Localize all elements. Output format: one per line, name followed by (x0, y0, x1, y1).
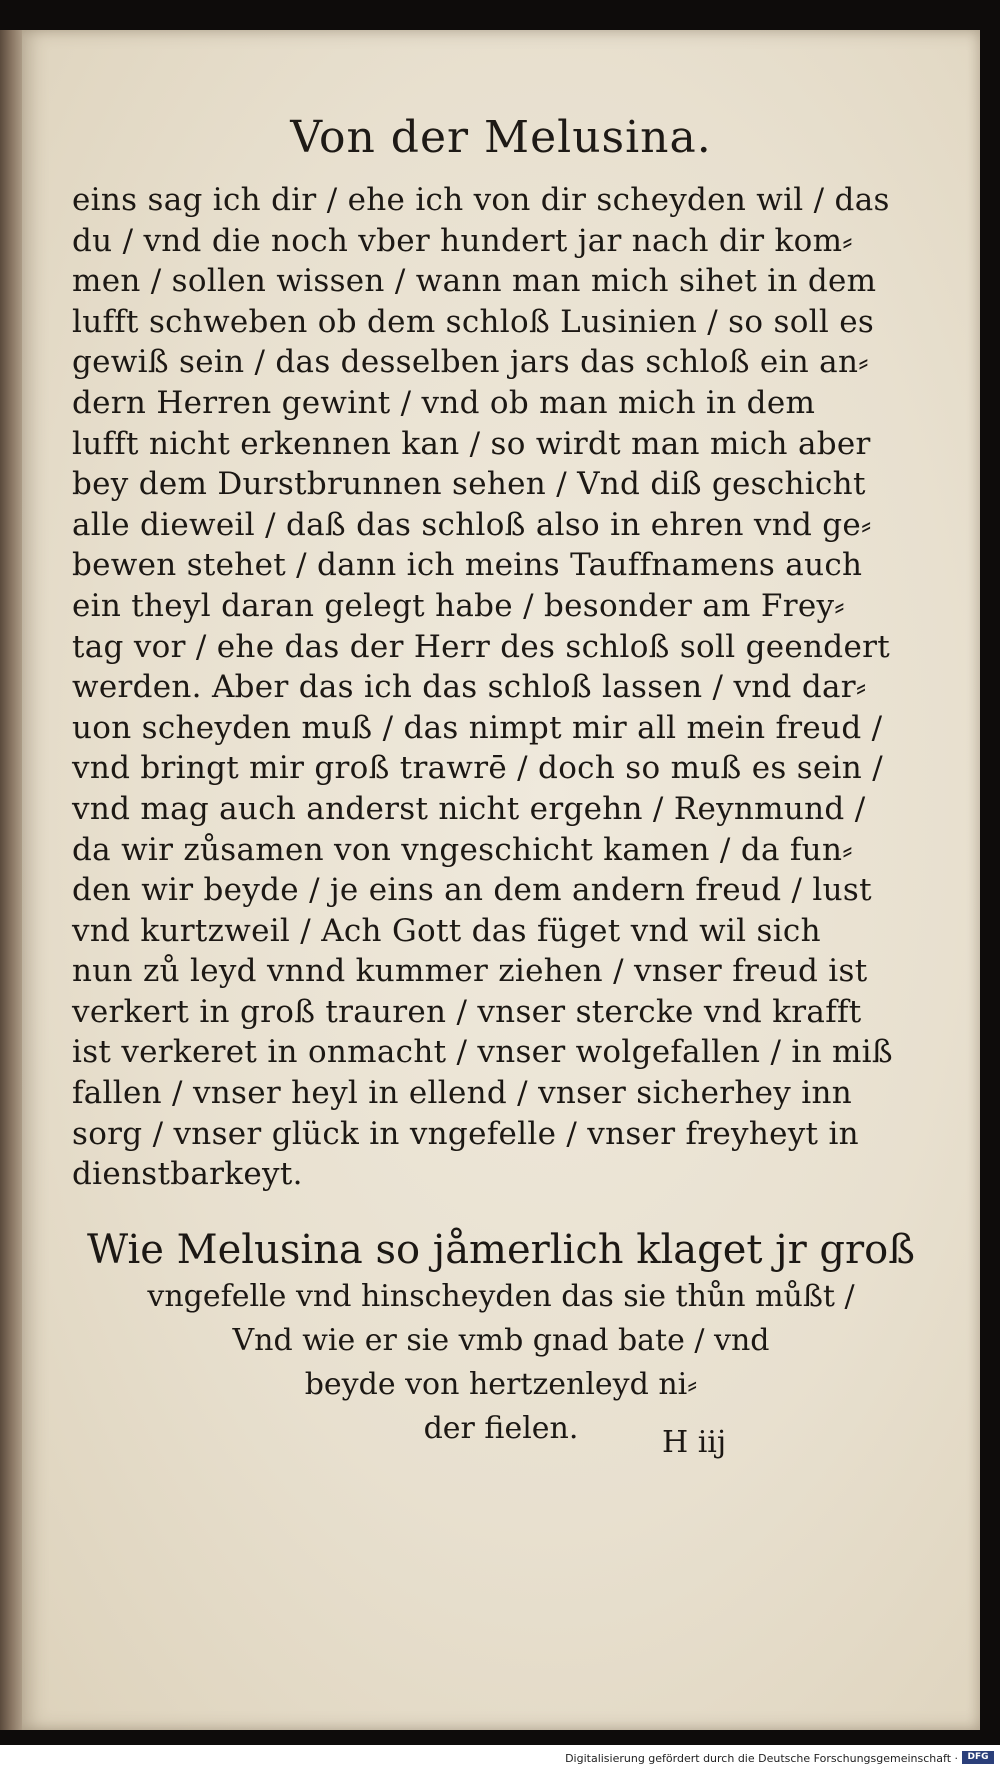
text-line: lufft nicht erkennen kan / so wirdt man mich aber (72, 425, 871, 462)
text-line: sorg / vnser glück in vngefelle / vnser freyheyt in (72, 1115, 859, 1152)
chapter-heading-line: beyde von hertzenleyd ni⸗ (304, 1367, 698, 1402)
text-line: fallen / vnser heyl in ellend / vnser sicherhey inn (72, 1075, 853, 1112)
text-line: men / sollen wissen / wann man mich sihet in dem (72, 263, 877, 300)
text-line: vnd mag auch anderst nicht ergehn / Reynmund / (72, 790, 866, 827)
signature-mark: H iij (662, 1425, 727, 1460)
digitization-credit: Digitalisierung gefördert durch die Deutsche Forschungsgemeinschaft · (565, 1752, 958, 1765)
dfg-logo: DFG (962, 1751, 994, 1764)
text-line: vnd bringt mir groß trawrē / doch so muß es sein / (72, 750, 883, 787)
body-text (72, 180, 902, 1195)
book-page (22, 30, 980, 1730)
text-line: dienstbarkeyt. (72, 1156, 303, 1193)
text-line: tag vor / ehe das der Herr des schloß soll geendert (72, 628, 890, 665)
chapter-heading (22, 1225, 980, 1451)
running-head: Von der Melusina. (290, 112, 712, 163)
text-line: lufft schweben ob dem schloß Lusinien / so soll es (72, 303, 875, 340)
text-line: alle dieweil / daß das schloß also in ehren vnd ge⸗ (72, 506, 872, 543)
text-line: nun zů leyd vnnd kummer ziehen / vnser freud ist (72, 953, 868, 990)
text-line: bewen stehet / dann ich meins Tauffnamens auch (72, 547, 863, 584)
text-line: gewiß sein / das desselben jars das schloß ein an⸗ (72, 344, 869, 381)
text-line: werden. Aber das ich das schloß lassen / vnd dar⸗ (72, 669, 867, 706)
text-line: bey dem Durstbrunnen sehen / Vnd diß geschicht (72, 466, 866, 503)
text-line: verkert in groß trauren / vnser stercke vnd krafft (72, 993, 862, 1030)
chapter-heading-line: der fielen. (423, 1411, 579, 1446)
text-line: eins sag ich dir / ehe ich von dir scheyden wil / das (72, 182, 890, 218)
chapter-heading-line: Vnd wie er sie vmb gnad bate / vnd (232, 1323, 770, 1358)
text-line: uon scheyden muß / das nimpt mir all mein freud / (72, 709, 883, 746)
text-line: den wir beyde / je eins an dem andern freud / lust (72, 872, 872, 909)
text-line: ein theyl daran gelegt habe / besonder am Frey⸗ (72, 587, 845, 624)
chapter-heading-line: vngefelle vnd hinscheyden das sie thůn můßt / (147, 1279, 855, 1314)
text-line: du / vnd die noch vber hundert jar nach dir kom⸗ (72, 222, 853, 259)
text-line: vnd kurtzweil / Ach Gott das füget vnd wil sich (72, 912, 821, 949)
text-line: da wir zůsamen von vngeschicht kamen / da fun⸗ (72, 831, 853, 868)
text-line: dern Herren gewint / vnd ob man mich in dem (72, 384, 816, 421)
text-line: ist verkeret in onmacht / vnser wolgefallen / in miß (72, 1034, 893, 1071)
chapter-heading-title: Wie Melusina so jåmerlich klaget jr groß (87, 1227, 915, 1273)
